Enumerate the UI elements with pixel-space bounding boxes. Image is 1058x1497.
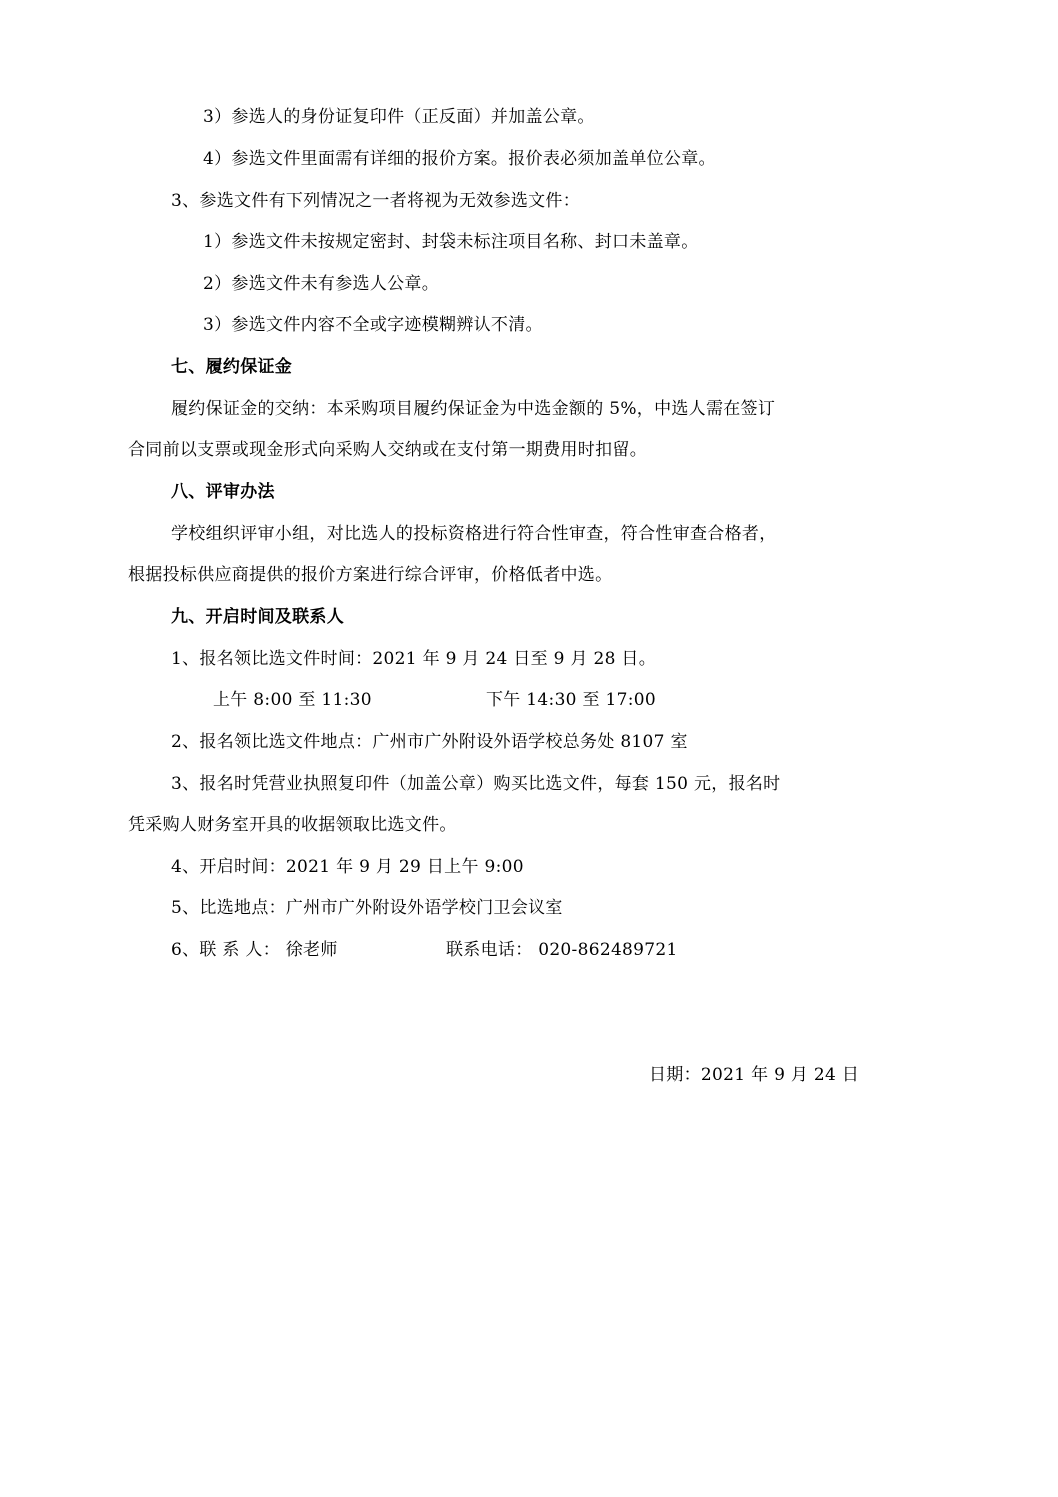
- section-7-paragraph-line2: 合同前以支票或现金形式向采购人交纳或在支付第一期费用时扣留。: [128, 440, 647, 460]
- section-8-paragraph-line2: 根据投标供应商提供的报价方案进行综合评审，价格低者中选。: [128, 565, 613, 585]
- requirement-quote-plan: 4）参选文件里面需有详细的报价方案。报价表必须加盖单位公章。: [203, 149, 716, 169]
- registration-requirement-line2: 凭采购人财务室开具的收据领取比选文件。: [128, 815, 457, 835]
- section-9-heading: 九、开启时间及联系人: [171, 607, 344, 627]
- registration-time-am: 上午 8:00 至 11:30: [213, 690, 372, 710]
- registration-location: 2、报名领比选文件地点：广州市广外附设外语学校总务处 8107 室: [171, 732, 688, 752]
- registration-time-pm: 下午 14:30 至 17:00: [486, 690, 656, 710]
- contact-person: 6、联 系 人： 徐老师: [171, 940, 338, 960]
- opening-time: 4、开启时间：2021 年 9 月 29 日上午 9:00: [171, 857, 524, 877]
- invalid-condition-1: 1）参选文件未按规定密封、封袋未标注项目名称、封口未盖章。: [203, 232, 699, 252]
- section-8-paragraph-line1: 学校组织评审小组，对比选人的投标资格进行符合性审查，符合性审查合格者，: [171, 524, 777, 544]
- invalid-condition-2: 2）参选文件未有参选人公章。: [203, 274, 440, 294]
- invalid-conditions-intro: 3、参选文件有下列情况之一者将视为无效参选文件：: [171, 191, 581, 211]
- contact-phone: 联系电话： 020-862489721: [446, 940, 678, 960]
- section-7-paragraph-line1: 履约保证金的交纳：本采购项目履约保证金为中选金额的 5%，中选人需在签订: [171, 399, 776, 419]
- requirement-id-copy: 3）参选人的身份证复印件（正反面）并加盖公章。: [203, 107, 595, 127]
- selection-location: 5、比选地点：广州市广外附设外语学校门卫会议室: [171, 898, 563, 918]
- invalid-condition-3: 3）参选文件内容不全或字迹模糊辨认不清。: [203, 315, 543, 335]
- document-date: 日期：2021 年 9 月 24 日: [649, 1065, 860, 1085]
- section-8-heading: 八、评审办法: [171, 482, 275, 502]
- section-7-heading: 七、履约保证金: [171, 357, 293, 377]
- registration-time: 1、报名领比选文件时间：2021 年 9 月 24 日至 9 月 28 日。: [171, 649, 657, 669]
- registration-requirement-line1: 3、报名时凭营业执照复印件（加盖公章）购买比选文件，每套 150 元，报名时: [171, 774, 781, 794]
